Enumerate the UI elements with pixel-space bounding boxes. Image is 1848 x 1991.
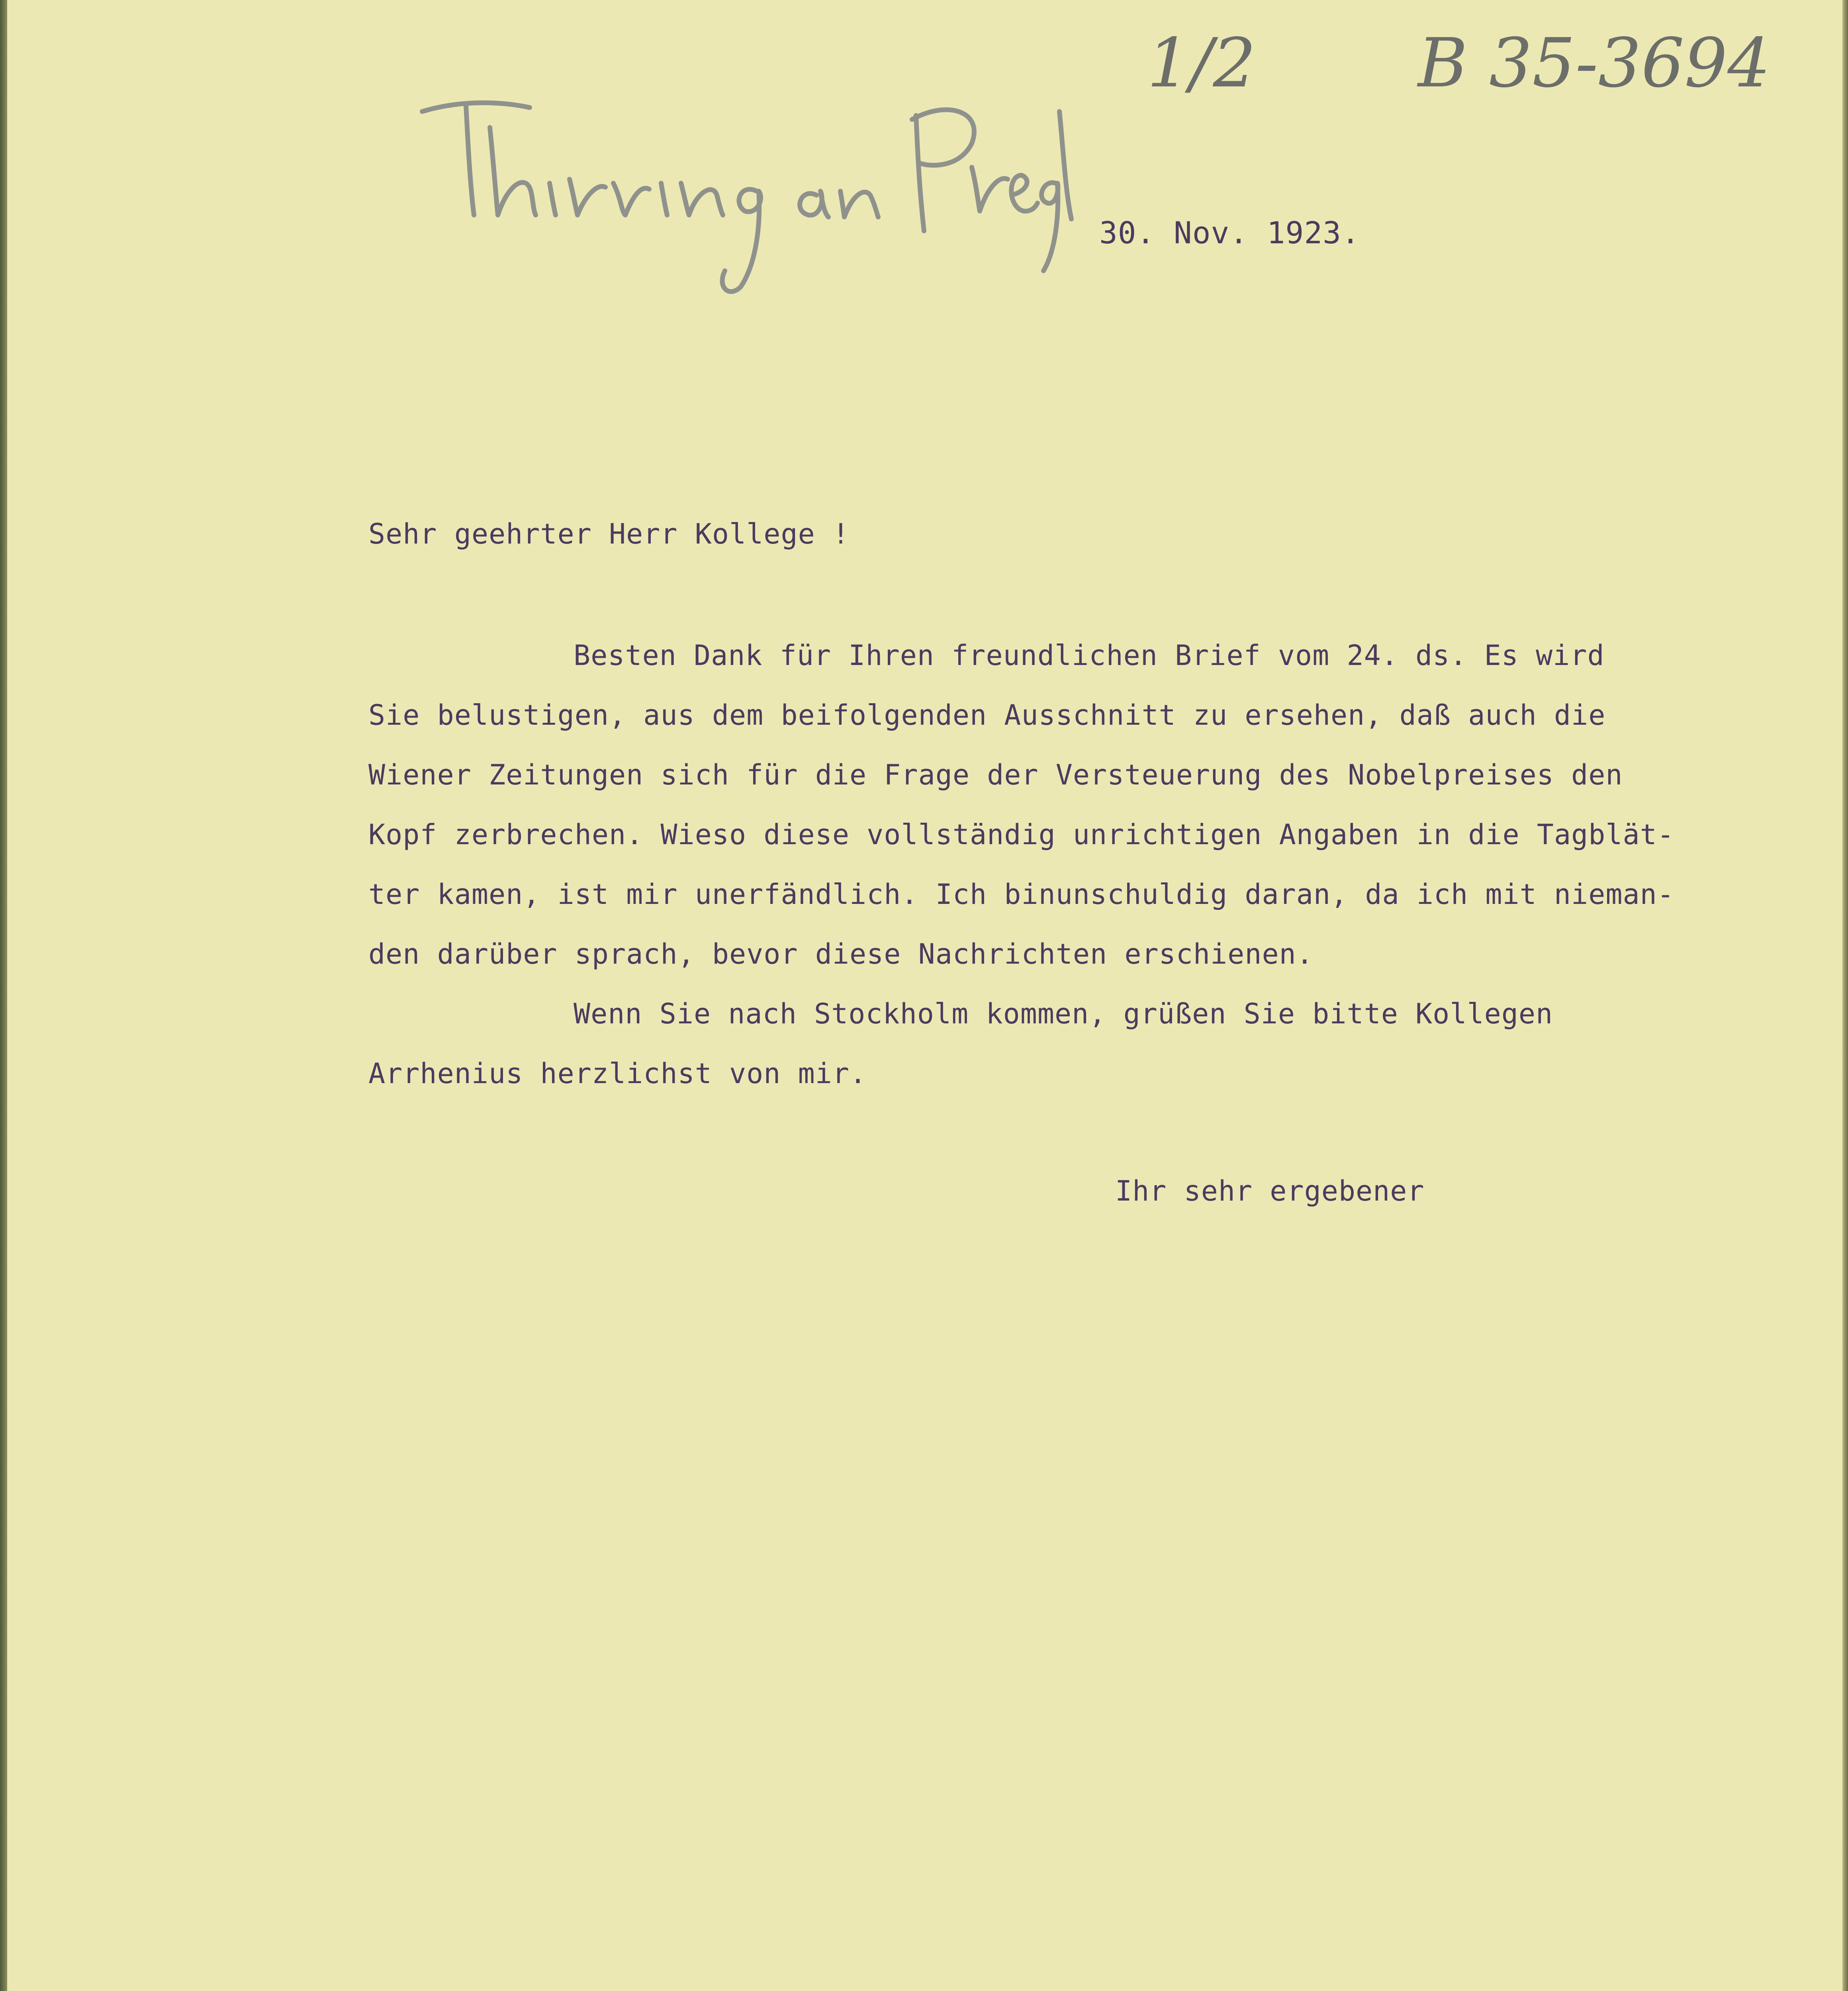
text-line: Wenn Sie nach Stockholm kommen, grüßen Sie bitte Kollegen — [574, 997, 1553, 1030]
scan-edge-left — [0, 0, 7, 1991]
handwritten-note — [398, 64, 1075, 303]
letter-date: 30. Nov. 1923. — [1099, 215, 1360, 250]
page-number: 1/2 — [1147, 24, 1256, 103]
text-line: ter kamen, ist mir unerfändlich. Ich binunschuldig daran, da ich mit nieman- — [368, 878, 1674, 911]
text-line: Sie belustigen, aus dem beifolgenden Ausschnitt zu ersehen, daß auch die — [368, 699, 1606, 731]
scan-edge-right — [1842, 0, 1848, 1991]
text-line: den darüber sprach, bevor diese Nachrichten erschienen. — [368, 938, 1314, 970]
text-line: Besten Dank für Ihren freundlichen Brief vom 24. ds. Es wird — [574, 639, 1605, 672]
text-line: Kopf zerbrechen. Wieso diese vollständig unrichtigen Angaben in die Tagblät- — [368, 818, 1674, 851]
archive-number: B 35-3694 — [1418, 24, 1771, 103]
closing: Ihr sehr ergebener — [1115, 1175, 1425, 1207]
salutation: Sehr geehrter Herr Kollege ! — [368, 518, 850, 550]
text-line: Wiener Zeitungen sich für die Frage der Versteuerung des Nobelpreises den — [368, 759, 1623, 791]
text-line: Arrhenius herzlichst von mir. — [368, 1057, 867, 1090]
